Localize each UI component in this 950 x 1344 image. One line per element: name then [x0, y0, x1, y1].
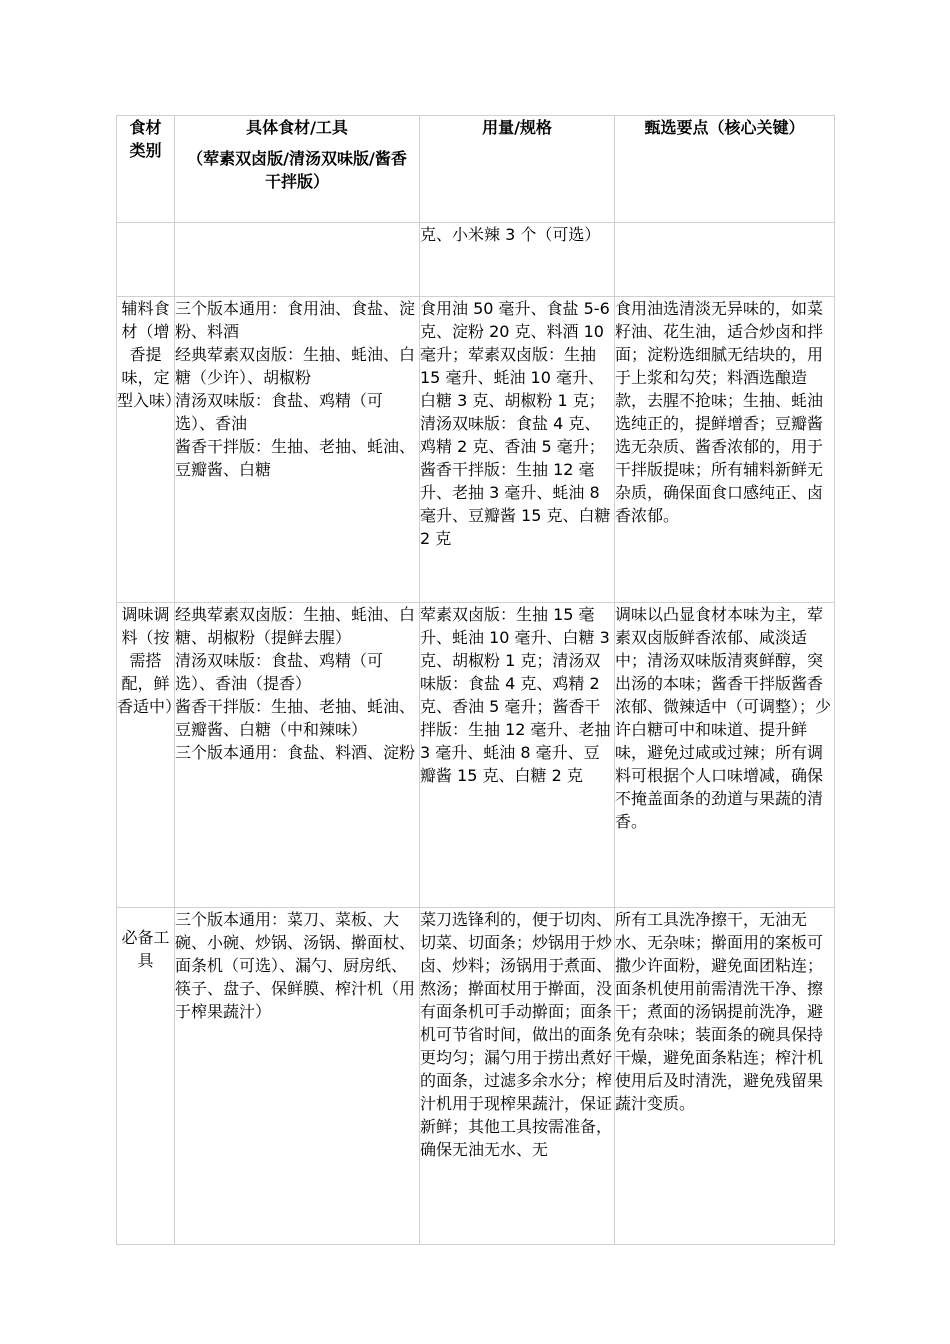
cell-amount: 食用油 50 毫升、食盐 5-6 克、淀粉 20 克、料酒 10 毫升；荤素双卤版：生抽 15 毫升、蚝油 10 毫升、白糖 3 克、胡椒粉 1 克；清汤双味版：食盐 4 克、鸡精 2 克、香油 5 毫升；酱香干拌版：生抽 12 毫升、老抽 3 毫升、蚝油 8 毫升、豆瓣酱 15 克、白糖 2 克	[420, 297, 615, 603]
cell-selection: 食用油选清淡无异味的，如菜籽油、花生油，适合炒卤和拌面；淀粉选细腻无结块的，用于上浆和勾芡；料酒选酿造款，去腥不抢味；生抽、蚝油选纯正的，提鲜增香；豆瓣酱选无杂质、酱香浓郁的，用于干拌版提味；所有辅料新鲜无杂质，确保面食口感纯正、卤香浓郁。	[615, 297, 835, 603]
cell-food	[175, 297, 420, 603]
cell-category: 调味调料（按需搭配，鲜香适中）	[117, 603, 175, 908]
ingredient-spec-table	[116, 115, 835, 1245]
table-row-continuation	[117, 223, 835, 297]
header-category: 食材类别	[117, 116, 175, 223]
cell-amount: 菜刀选锋利的，便于切肉、切菜、切面条；炒锅用于炒卤、炒料；汤锅用于煮面、熬汤；擀面杖用于擀面，没有面条机可手动擀面；面条机可节省时间，做出的面条更均匀；漏勺用于捞出煮好的面条，过滤多余水分；榨汁机用于现榨果蔬汁，保证新鲜；其他工具按需准备，确保无油无水、无	[420, 908, 615, 1245]
table-row-seasoning	[117, 603, 835, 908]
cell-selection: 调味以凸显食材本味为主，荤素双卤版鲜香浓郁、咸淡适中；清汤双味版清爽鲜醇，突出汤的本味；酱香干拌版酱香浓郁、微辣适中（可调整）；少许白糖可中和味道、提升鲜味，避免过咸或过辣；所有调料可根据个人口味增减，确保不掩盖面条的劲道与果蔬的清香。	[615, 603, 835, 908]
header-amount: 用量/规格	[420, 116, 615, 223]
table-row-auxiliary	[117, 297, 835, 603]
cell-food: 三个版本通用：菜刀、菜板、大碗、小碗、炒锅、汤锅、擀面杖、面条机（可选）、漏勺、厨房纸、筷子、盘子、保鲜膜、榨汁机（用于榨果蔬汁）	[175, 908, 420, 1245]
cell-selection: 所有工具洗净擦干，无油无水、无杂味；擀面用的案板可撒少许面粉，避免面团粘连；面条机使用前需清洗干净、擦干；煮面的汤锅提前洗净，避免有杂味；装面条的碗具保持干燥，避免面条粘连；榨汁机使用后及时清洗，避免残留果蔬汁变质。	[615, 908, 835, 1245]
header-food-line2: （荤素双卤版/清汤双味版/酱香干拌版）	[187, 149, 407, 191]
cell-category	[117, 223, 175, 297]
cell-amount: 克、小米辣 3 个（可选）	[420, 223, 615, 297]
header-food-tools	[175, 116, 420, 223]
cell-category: 必备工具	[117, 908, 175, 1245]
cell-food	[175, 223, 420, 297]
cell-category: 辅料食材（增香提味，定型入味）	[117, 297, 175, 603]
food-list: 三个版本通用：食用油、食盐、淀粉、料酒 经典荤素双卤版：生抽、蚝油、白糖（少许）、胡椒粉 清汤双味版：食盐、鸡精（可选）、香油 酱香干拌版：生抽、老抽、蚝油、豆瓣酱、白糖	[175, 299, 416, 479]
header-food-line1: 具体食材/工具	[246, 118, 348, 137]
cell-amount: 荤素双卤版：生抽 15 毫升、蚝油 10 毫升、白糖 3 克、胡椒粉 1 克；清汤双味版：食盐 4 克、鸡精 2 克、香油 5 毫升；酱香干拌版：生抽 12 毫升、老抽 3 毫升、蚝油 8 毫升、豆瓣酱 15 克、白糖 2 克	[420, 603, 615, 908]
header-selection: 甄选要点（核心关键）	[615, 116, 835, 223]
food-list: 经典荤素双卤版：生抽、蚝油、白糖、胡椒粉（提鲜去腥） 清汤双味版：食盐、鸡精（可选）、香油（提香） 酱香干拌版：生抽、老抽、蚝油、豆瓣酱、白糖（中和辣味） 三个版本通用：食盐、料酒、淀粉	[175, 605, 416, 762]
cell-food	[175, 603, 420, 908]
cell-selection	[615, 223, 835, 297]
table-row-tools	[117, 908, 835, 1245]
table-header-row	[117, 116, 835, 223]
